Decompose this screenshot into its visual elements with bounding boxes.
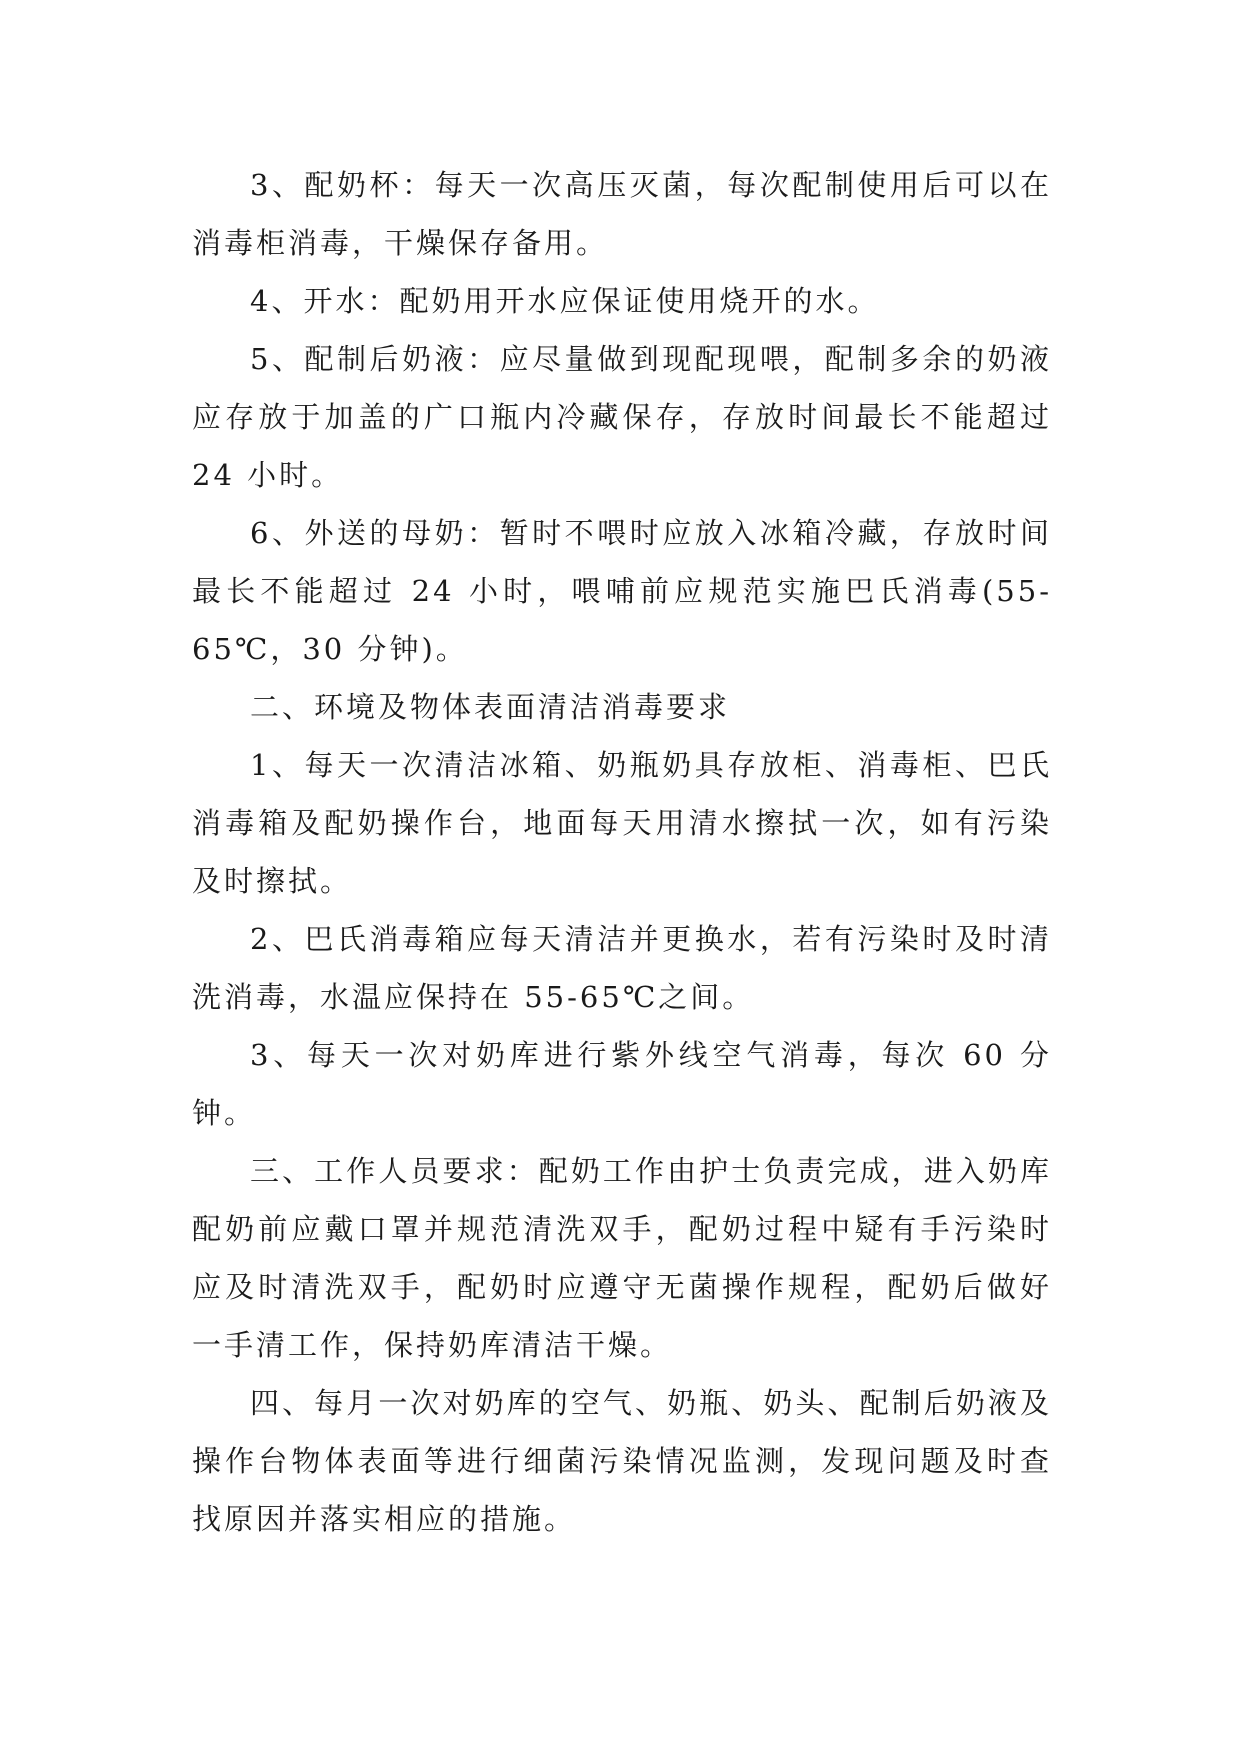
paragraph-prepared-milk: 5、配制后奶液：应尽量做到现配现喂，配制多余的奶液应存放于加盖的广口瓶内冷藏保存，存放时间最长不能超过 24 小时。 [192,342,1065,492]
paragraph-uv-disinfection: 3、每天一次对奶库进行紫外线空气消毒，每次 60 分钟。 [192,1038,1052,1130]
paragraph-pasteurizer-cleaning: 2、巴氏消毒箱应每天清洁并更换水，若有污染时及时清洗消毒，水温应保持在 55-65℃之间。 [192,922,1052,1014]
document-body [192,156,1065,1548]
paragraph-breast-milk: 6、外送的母奶：暂时不喂时应放入冰箱冷藏，存放时间最长不能超过 24 小时，喂哺前应规范实施巴氏消毒(55-65℃，30 分钟)。 [192,516,1052,666]
section-heading-environment: 二、环境及物体表面清洁消毒要求 [250,690,731,724]
paragraph-daily-cleaning: 1、每天一次清洁冰箱、奶瓶奶具存放柜、消毒柜、巴氏消毒箱及配奶操作台，地面每天用清水擦拭一次，如有污染及时擦拭。 [192,748,1052,898]
paragraph-boiled-water: 4、开水：配奶用开水应保证使用烧开的水。 [250,284,880,318]
paragraph-formula-cup: 3、配奶杯：每天一次高压灭菌，每次配制使用后可以在消毒柜消毒，干燥保存备用。 [192,168,1052,260]
paragraph-monthly-monitoring: 四、每月一次对奶库的空气、奶瓶、奶头、配制后奶液及操作台物体表面等进行细菌污染情况监测，发现问题及时查找原因并落实相应的措施。 [192,1386,1052,1536]
paragraph-staff-requirements: 三、工作人员要求：配奶工作由护士负责完成，进入奶库配奶前应戴口罩并规范清洗双手，配奶过程中疑有手污染时应及时清洗双手，配奶时应遵守无菌操作规程，配奶后做好一手清工作，保持奶库清洁干燥。 [192,1154,1052,1362]
